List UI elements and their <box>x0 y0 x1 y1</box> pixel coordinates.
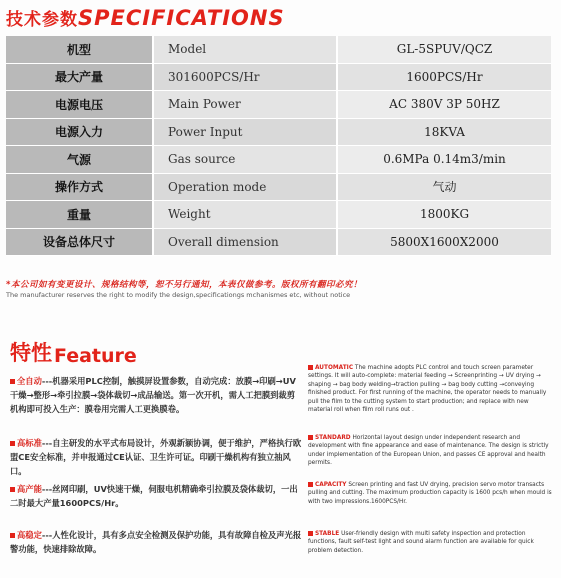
spec-label-en: Gas source <box>153 146 337 174</box>
spec-value: 1800KG <box>337 201 551 229</box>
spec-value: GL-5SPUV/QCZ <box>337 36 551 63</box>
bullet-icon <box>308 482 313 487</box>
bullet-icon <box>10 379 15 384</box>
feature-standard-zh <box>10 436 302 478</box>
bullet-icon <box>10 441 15 446</box>
feature-text-zh: ---机器采用PLC控制，触摸屏设置参数，自动完成：放膜→印刷→UV干燥→整形→牵引拉膜→袋体裁切→成品输送。第一次开机，需人工把膜到裁剪机构即可投入生产：膜卷用完需人工更换膜卷。 <box>10 376 296 414</box>
spec-label-zh: 最大产量 <box>6 63 153 91</box>
spec-label-en: Operation mode <box>153 173 337 201</box>
spec-row-overall-dimension <box>6 228 551 256</box>
feature-text-zh: ---人性化设计，具有多点安全检测及保护功能，具有故障自检及声光报警功能，快速排除故障。 <box>10 530 302 554</box>
specifications-heading <box>6 4 285 30</box>
spec-value: AC 380V 3P 50HZ <box>337 91 551 119</box>
spec-label-zh: 重量 <box>6 201 153 229</box>
spec-label-en: Overall dimension <box>153 228 337 256</box>
feature-automatic-zh <box>10 374 302 416</box>
feature-heading <box>10 337 137 367</box>
feature-keyword-zh: 全自动 <box>17 376 42 386</box>
feature-capacity-zh <box>10 482 302 510</box>
feature-title-zh: 特性 <box>10 341 52 365</box>
spec-row-max-output <box>6 63 551 91</box>
feature-keyword-en: CAPACITY <box>315 482 347 488</box>
spec-label-zh: 操作方式 <box>6 173 153 201</box>
spec-row-model <box>6 36 551 63</box>
spec-label-zh: 机型 <box>6 36 153 63</box>
feature-keyword-en: STABLE <box>315 531 340 537</box>
feature-stable-en <box>308 530 554 555</box>
feature-keyword-zh: 高产能 <box>17 484 42 494</box>
spec-label-zh: 气源 <box>6 146 153 174</box>
spec-value: 5800X1600X2000 <box>337 228 551 256</box>
bullet-icon <box>308 531 313 536</box>
feature-keyword-en: STANDARD <box>315 435 351 441</box>
feature-text-zh: ---自主研发的水平式布局设计，外观新颖协调，便于维护，严格执行欧盟CE安全标准，并申报通过CE认证、卫生许可证。印刷干燥机构有独立抽风口。 <box>10 438 302 476</box>
spec-row-main-power <box>6 91 551 119</box>
spec-value: 1600PCS/Hr <box>337 63 551 91</box>
bullet-icon <box>10 487 15 492</box>
feature-text-zh: ---丝网印刷，UV快速干燥，伺服电机精确牵引拉膜及袋体裁切，一出二时最大产量1600PCS/Hr。 <box>10 484 298 508</box>
bullet-icon <box>10 533 15 538</box>
spec-value: 0.6MPa 0.14m3/min <box>337 146 551 174</box>
spec-label-en: Model <box>153 36 337 63</box>
bullet-icon <box>308 435 313 440</box>
feature-standard-en <box>308 434 554 468</box>
feature-stable-zh <box>10 528 302 556</box>
specifications-table <box>6 36 551 256</box>
feature-text-en: Horizontal layout design under independent research and development with fine appearance and ease of maintenance. The design is strictly under implementation of the European Union, and passes CE approval and health permits. <box>308 435 549 467</box>
spec-row-operation-mode <box>6 173 551 201</box>
notice-zh: *本公司如有变更设计、规格结构等，恕不另行通知，本表仅做参考。版权所有翻印必究！ <box>6 280 362 290</box>
feature-title-en: Feature <box>54 345 137 367</box>
spec-label-zh: 电源电压 <box>6 91 153 119</box>
spec-value: 气动 <box>337 173 551 201</box>
feature-automatic-en <box>308 364 554 414</box>
spec-label-en: Power Input <box>153 118 337 146</box>
feature-text-en: Screen printing and fast UV drying, precision servo motor transacts pulling and cutting. The maximum production capacity is 1600 pcs/h when mould is with two impressions.1600PCS/Hr. <box>308 482 552 505</box>
spec-label-en: 301600PCS/Hr <box>153 63 337 91</box>
notice <box>6 278 556 299</box>
specifications-title-zh: 技术参数 <box>6 10 78 30</box>
feature-keyword-en: AUTOMATIC <box>315 365 354 371</box>
spec-row-weight <box>6 201 551 229</box>
feature-keyword-zh: 高稳定 <box>17 530 42 540</box>
feature-text-en: User-friendly design with multi safety inspection and protection functions, fault self-test light and sound alarm function are available for quick problem detection. <box>308 531 534 554</box>
spec-label-zh: 电源入力 <box>6 118 153 146</box>
notice-en: The manufacturer reserves the right to modify the design,specificationgs mchanismes etc, without notice <box>6 291 351 299</box>
bullet-icon <box>308 365 313 370</box>
specifications-title-en: SPECIFICATIONS <box>78 6 285 30</box>
feature-text-en: The machine adopts PLC control and touch screen parameter settings. It will auto-complete: material feeding → Screenprinting → UV drying → shaping → bag body welding→traction pulling → bag body cutting →conveying finished product. For first running of the machine, the operator needs to manually pull the film to the cutting system to start production; and replace with new material roll when film roll runs out . <box>308 365 547 414</box>
feature-capacity-en <box>308 481 554 506</box>
spec-label-zh: 设备总体尺寸 <box>6 228 153 256</box>
spec-row-power-input <box>6 118 551 146</box>
spec-label-en: Main Power <box>153 91 337 119</box>
spec-label-en: Weight <box>153 201 337 229</box>
spec-value: 18KVA <box>337 118 551 146</box>
spec-row-gas-source <box>6 146 551 174</box>
feature-keyword-zh: 高标准 <box>17 438 42 448</box>
